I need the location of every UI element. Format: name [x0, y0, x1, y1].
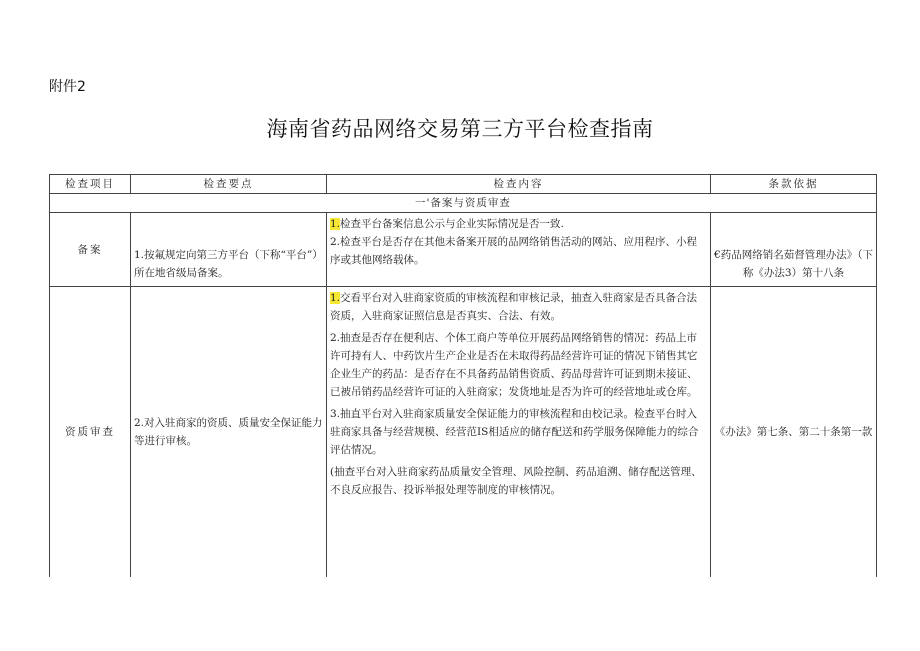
table-header-row	[50, 175, 877, 194]
content-filing	[327, 213, 711, 287]
basis-qualification: 《办法》第七条、第二十条第一款	[711, 287, 877, 577]
column-header-basis: 条款依据	[711, 175, 877, 194]
section-row	[50, 194, 877, 213]
item-filing: 备案	[50, 213, 131, 287]
item-number: 2.	[330, 332, 341, 344]
attachment-label: 附件2	[49, 79, 86, 95]
table-row	[50, 213, 877, 287]
content-line: 1.交看平台对入驻商家资质的审核流程和审核记录，抽查入驻商家是否具备合法资质，入驻商家证照信息是否真实、合法、有效。	[330, 292, 698, 322]
point-qualification: 2.对入驻商家的资质、质量安全保证能力等进行审核。	[131, 287, 327, 577]
section-title: 一'备案与资质审查	[50, 194, 877, 213]
content-line: (抽查平台对入驻商家药品质量安全管理、风险控制、药品追溯、储存配送管理、不良反应报告、投诉举报处理等制度的审核情况。	[330, 466, 702, 496]
content-qualification	[327, 287, 711, 577]
content-line: 1.检查平台备案信息公示与企业实际情况是否一致.	[330, 218, 564, 230]
inspection-table	[49, 174, 877, 577]
content-line: 3.抽直平台对入驻商家质量安全保证能力的审核流程和由校记录。检查平台时入驻商家具备与经营规模、经营范IS相适应的储存配送和药学服务保障能力的综合评估情况。	[330, 408, 699, 456]
point-filing: 1.按氟规定向第三方平台（下称“平台”）所在地省级局备案。	[131, 213, 327, 287]
item-number: 3.	[330, 408, 341, 420]
table-row	[50, 287, 877, 577]
item-number: 2.	[330, 236, 341, 248]
content-line: 2.检查平台是否存在其他未备案开展的品网络销售活动的网站、应用程序、小程序或其他网络载体。	[330, 236, 698, 266]
basis-filing: €药品网络销名茹督管理办法》（下称《办法3）第十八条	[711, 213, 877, 287]
content-line: 2.抽查是否存在便利店、个体工商户等单位开展药品网络销售的情况：药品上市许可持有人、中药饮片生产企业是否在未取得药品经营许可证的情况下销售其它企业生产的药品：是否存在不具备药品销售资质、药品母营许可证到期未接证、已被吊销药品经营许可证的入驻商家；发货地址是否为许可的经营地址或仓库。	[330, 332, 698, 398]
column-header-point: 检查要点	[131, 175, 327, 194]
item-number: (	[330, 466, 335, 478]
item-qualification: 资质审查	[50, 287, 131, 577]
document-title: 海南省药品网络交易第三方平台检查指南	[266, 117, 654, 141]
column-header-item: 检查项目	[50, 175, 131, 194]
column-header-content: 检查内容	[327, 175, 711, 194]
item-number: 1.	[330, 218, 341, 230]
item-number: 1.	[330, 292, 341, 304]
